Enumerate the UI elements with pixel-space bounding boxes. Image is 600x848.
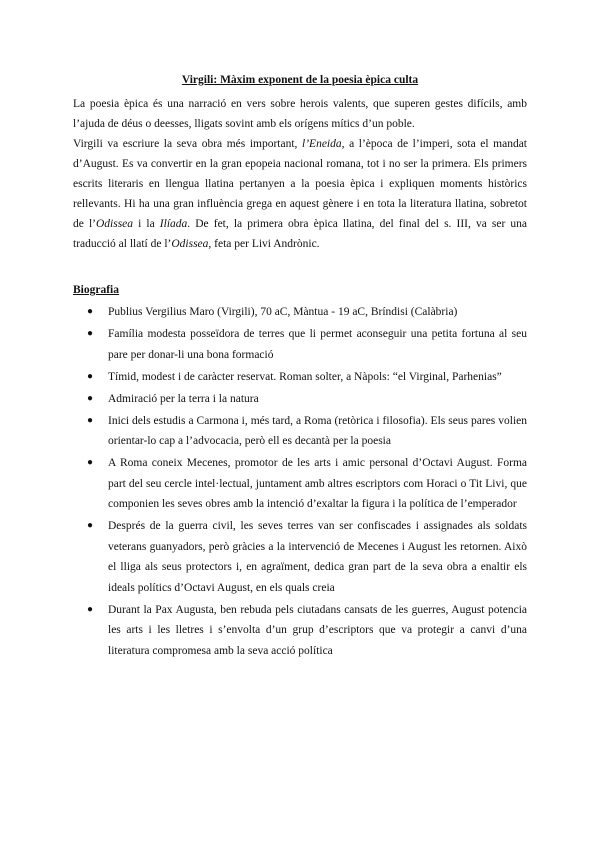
bullet-icon: ● [87,520,94,531]
work-title-odissea-2: Odissea [171,238,209,250]
list-item-text: Família modesta posseïdora de terres que li permet aconseguir una petita fortuna al seu pare per donar-li una bona formació [108,328,527,361]
bullet-icon: ● [87,414,94,426]
list-item-text: A Roma coneix Mecenes, promotor de les arts i amic personal d’Octavi August. Forma part del seu cercle intel·lectual, juntament amb altres escriptors com Horaci o Tit Livi, que componien les seves obres amb la intenció d’exaltar la figura i la política de l’emperador [108,457,527,510]
intro-paragraph-1: La poesia èpica és una narració en vers sobre herois valents, que superen gestes difícils, amb l’ajuda de déus o deesses, lligats sovint amb els orígens mítics d’un poble. [73,98,527,130]
list-item [73,302,527,323]
list-item-text: Durant la Pax Augusta, ben rebuda pels ciutadans cansats de les guerres, August potencia les arts i les lletres i s’envolta d’un grup d’escriptors que va protegir a canvi d’una literatura compromesa amb la seva acció política [108,603,527,657]
list-item [73,600,527,662]
list-item-text: Tímid, modest i de caràcter reservat. Roman solter, a Nàpols: “el Virginal, Parhenias” [108,370,502,383]
list-item-text: Admiració per la terra i la natura [108,392,259,405]
bullet-icon: ● [87,306,94,317]
work-title-iliada: Ilíada [159,218,188,230]
biography-list [73,302,527,661]
intro-text-2: , a l’època de l’imperi, sota el mandat d’August. Es va convertir en la gran epopeia nacional romana, tot i no ser la primera. Els primers escrits literaris en llengua llatina pertanyen a la poesia èpica i expliquen moments històrics rellevants. Hi ha una gran influència grega en aquest gènere i en tota la literatura llatina, sobretot de l’ [73,138,528,230]
list-item [73,516,527,598]
list-item [73,389,527,410]
bullet-icon: ● [87,392,94,404]
biography-heading: Biografia [73,284,119,296]
bullet-icon: ● [87,370,94,382]
work-title-odissea: Odissea [95,218,134,230]
intro-text-1: Virgili va escriure la seva obra més important, [73,138,303,150]
intro-paragraph-2 [73,134,527,254]
intro-text-5: , feta per Livi Andrònic. [208,238,320,250]
list-item [73,324,527,365]
work-title-eneida: l’Eneida [302,138,342,150]
list-item [73,453,527,515]
intro-text-3: i la [133,218,160,230]
list-item [73,367,527,388]
bullet-icon: ● [87,328,94,339]
list-item-text: Publius Vergilius Maro (Virgili), 70 aC, Màntua - 19 aC, Bríndisi (Calàbria) [108,306,458,318]
document-title: Virgili: Màxim exponent de la poesia èpica culta [181,74,419,86]
list-item [73,411,527,452]
list-item-text: Després de la guerra civil, les seves terres van ser confiscades i assignades als soldats veterans guanyadors, però gràcies a la intervenció de Mecenes i August les retornen. Això el lliga als seus protectors i, en agraïment, dedica gran part de la seva obra a enaltir els ideals polítics d’Octavi August, en els quals creia [108,520,527,594]
bullet-icon: ● [87,457,94,468]
intro-text-4: . De fet, la primera obra èpica llatina, del final del s. III, va ser una traducció al llatí de l’ [73,218,527,250]
list-item-text: Inici dels estudis a Carmona i, més tard, a Roma (retòrica i filosofia). Els seus pares volien orientar-lo cap a l’advocacia, però ell es decantà per la poesia [108,414,527,447]
bullet-icon: ● [87,603,94,615]
